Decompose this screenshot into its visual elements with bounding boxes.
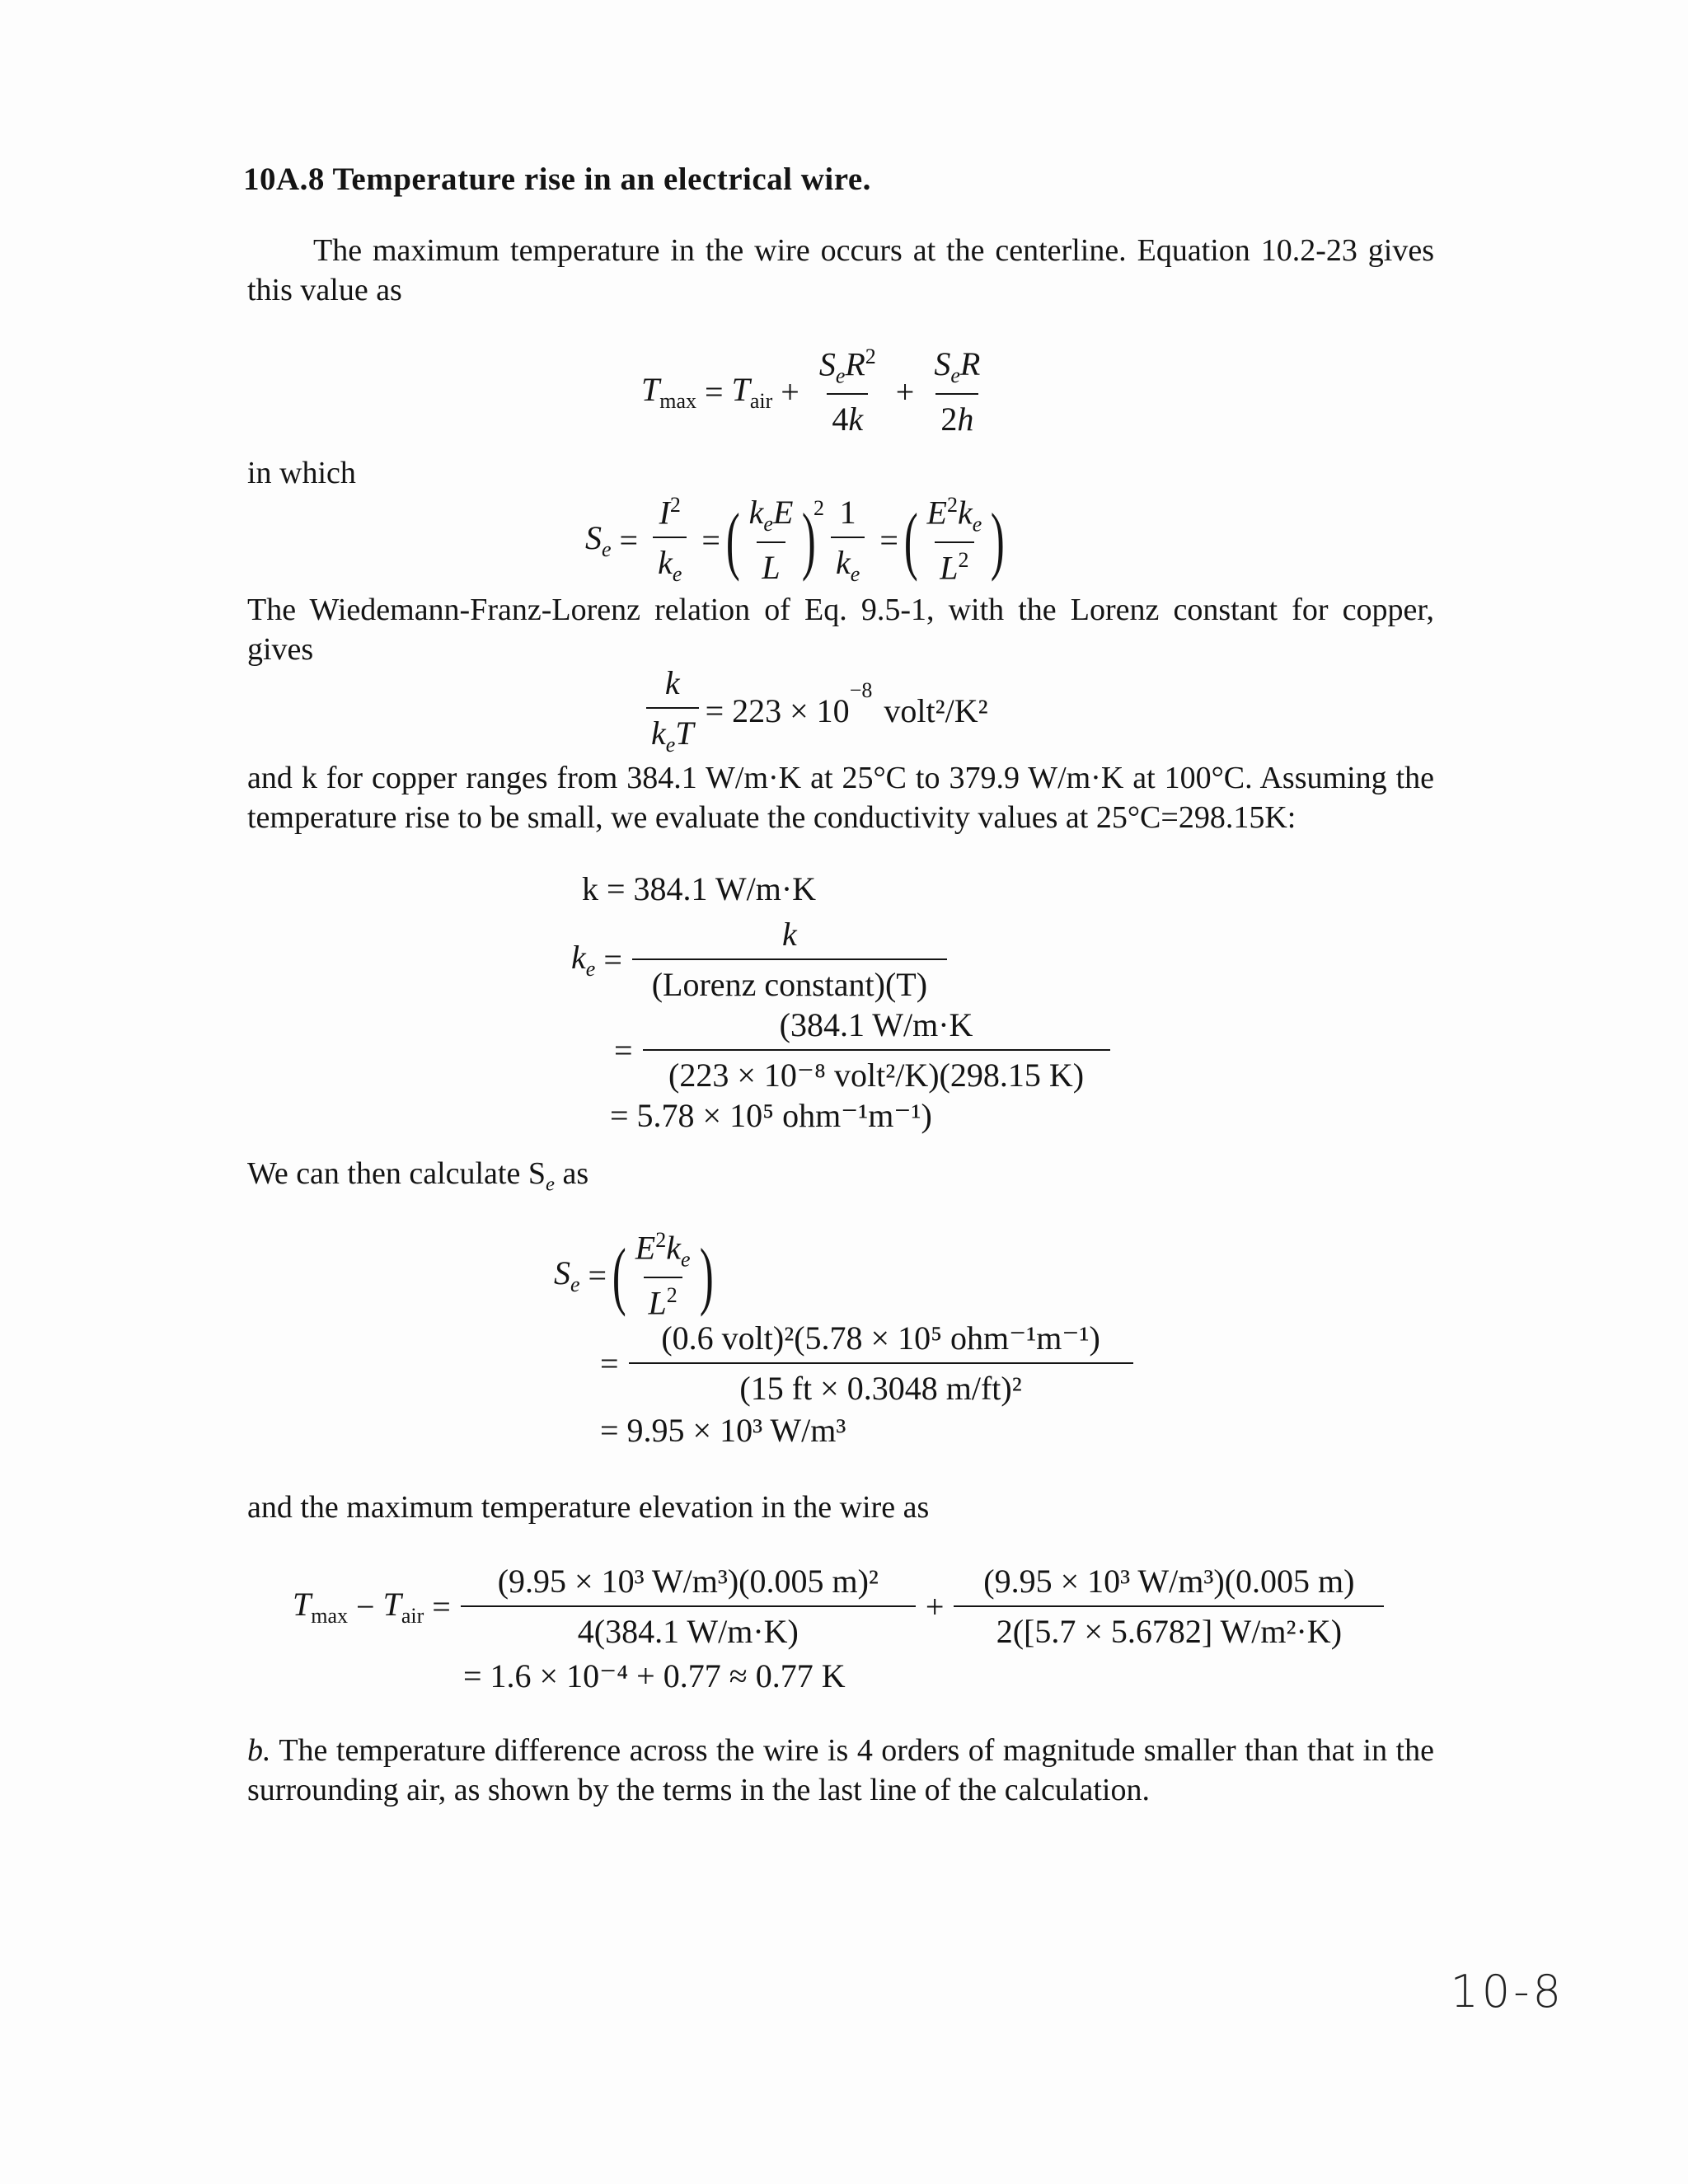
k-value — [582, 869, 816, 908]
intro-paragraph: The maximum temperature in the wire occurs at the centerline. Equation 10.2-23 gives this value as — [247, 233, 1434, 307]
se-calc-tail: as — [562, 1156, 589, 1191]
ke-denominator-1: (Lorenz constant)(T) — [632, 958, 947, 1004]
se-equation-1: $S_e$ = ( $\frac{E^2k_e}{L^2}$ ) — [554, 1228, 714, 1322]
ke-numerator-2: (384.1 W/m·K — [779, 1006, 973, 1043]
section-heading: 10A.8 Temperature rise in an electrical wire. — [243, 162, 871, 197]
lorenz-value: = 223 × 10 — [705, 691, 850, 729]
part-b-paragraph — [247, 1731, 1434, 1810]
dt-numerator-1: (9.95 × 10³ W/m³)(0.005 m)² — [497, 1563, 879, 1600]
ke-equation-2: = $\frac{(384.1 W/m\cdot K}{\text{(223 × 10⁻⁸ volt²/K)(298.15 K)}}$ — [606, 1005, 1112, 1094]
elevation-paragraph: and the maximum temperature elevation in the wire as — [247, 1490, 930, 1525]
part-b-label: b. — [247, 1733, 271, 1768]
ke-equation-1: $k_e$ = $\frac{k}{\text{(Lorenz constant)(T)}}$ — [571, 915, 949, 1004]
delta-t-equation: $T_{max}$ − $T_{air}$ = $\frac{\text{(9.95 × 10³ W/m³)(0.005 m)²}}{4(384.1 W/m\cdot K)}$ + $\frac{\text{(9.95 × 10³ W/m³)(0.005 m)}}{\text{2([5.7 × 5.6782] W/m²·K)}}$ — [293, 1562, 1386, 1651]
lorenz-exponent: −8 — [849, 678, 873, 702]
ke-result — [610, 1096, 932, 1135]
se-result-text: = 9.95 × 10³ W/m³ — [600, 1412, 846, 1449]
k-range-paragraph: and k for copper ranges from 384.1 W/m·K at 25°C to 379.9 W/m·K at 100°C. Assuming the temperature rise to be small, we evaluate the conductivity values at 25°C=298.15K: — [247, 761, 1434, 835]
k-value-text: k = 384.1 W/m·K — [582, 870, 817, 907]
tmax-equation: $T_{max}$ = $T_{air}$ + $\frac{S_eR^2}{4k}$ + $\frac{S_eR}{2h}$ — [641, 344, 981, 438]
ke-denominator-2: (223 × 10⁻⁸ volt²/K)(298.15 K) — [643, 1049, 1110, 1094]
se-numerator-2: (0.6 volt)²(5.78 × 10⁵ ohm⁻¹m⁻¹) — [661, 1319, 1100, 1357]
se-denominator-2: (15 ft × 0.3048 m/ft)² — [629, 1362, 1133, 1408]
dt-denominator-2: 2([5.7 × 5.6782] W/m²·K) — [954, 1605, 1384, 1651]
part-b-text: The temperature difference across the wire is 4 orders of magnitude smaller than that in the surrounding air, as shown by the terms in the last line of the calculation. — [247, 1733, 1434, 1807]
wfl-paragraph: The Wiedemann-Franz-Lorenz relation of Eq. 9.5-1, with the Lorenz constant for copper, gives — [247, 593, 1434, 667]
delta-t-result — [463, 1657, 846, 1695]
se-definition-equation: $S_e$ = $\frac{I^2}{k_e}$ = ( $\frac{k_eE}{L}$ ) 2 $\frac{1}{k_e}$ = ( $\frac{E^2k_e}{L^2}$ ) — [585, 493, 1006, 587]
ke-result-text: = 5.78 × 10⁵ ohm⁻¹m⁻¹) — [610, 1097, 932, 1134]
lorenz-equation: $\frac{k}{k_eT}$ = 223 × 10 $^{-8}$ volt²/K² — [640, 663, 988, 757]
delta-t-result-text: = 1.6 × 10⁻⁴ + 0.77 ≈ 0.77 K — [463, 1657, 846, 1694]
se-calc-paragraph: We can then calculate $S_e$ as — [247, 1156, 589, 1196]
dt-denominator-1: 4(384.1 W/m·K) — [461, 1605, 916, 1651]
se-calc-text: We can then calculate S — [247, 1156, 546, 1191]
dt-numerator-2: (9.95 × 10³ W/m³)(0.005 m) — [983, 1563, 1355, 1600]
page-number: 10-8 — [1450, 1966, 1564, 2018]
se-result — [600, 1411, 846, 1450]
se-equation-2: = $\frac{\text{(0.6 volt)²(5.78 × 10⁵ ohm⁻¹m⁻¹)}}{\text{(15 ft × 0.3048 m/ft)²}}$ — [592, 1319, 1135, 1408]
in-which-label: in which — [247, 456, 356, 490]
lorenz-unit: volt²/K² — [884, 691, 988, 729]
